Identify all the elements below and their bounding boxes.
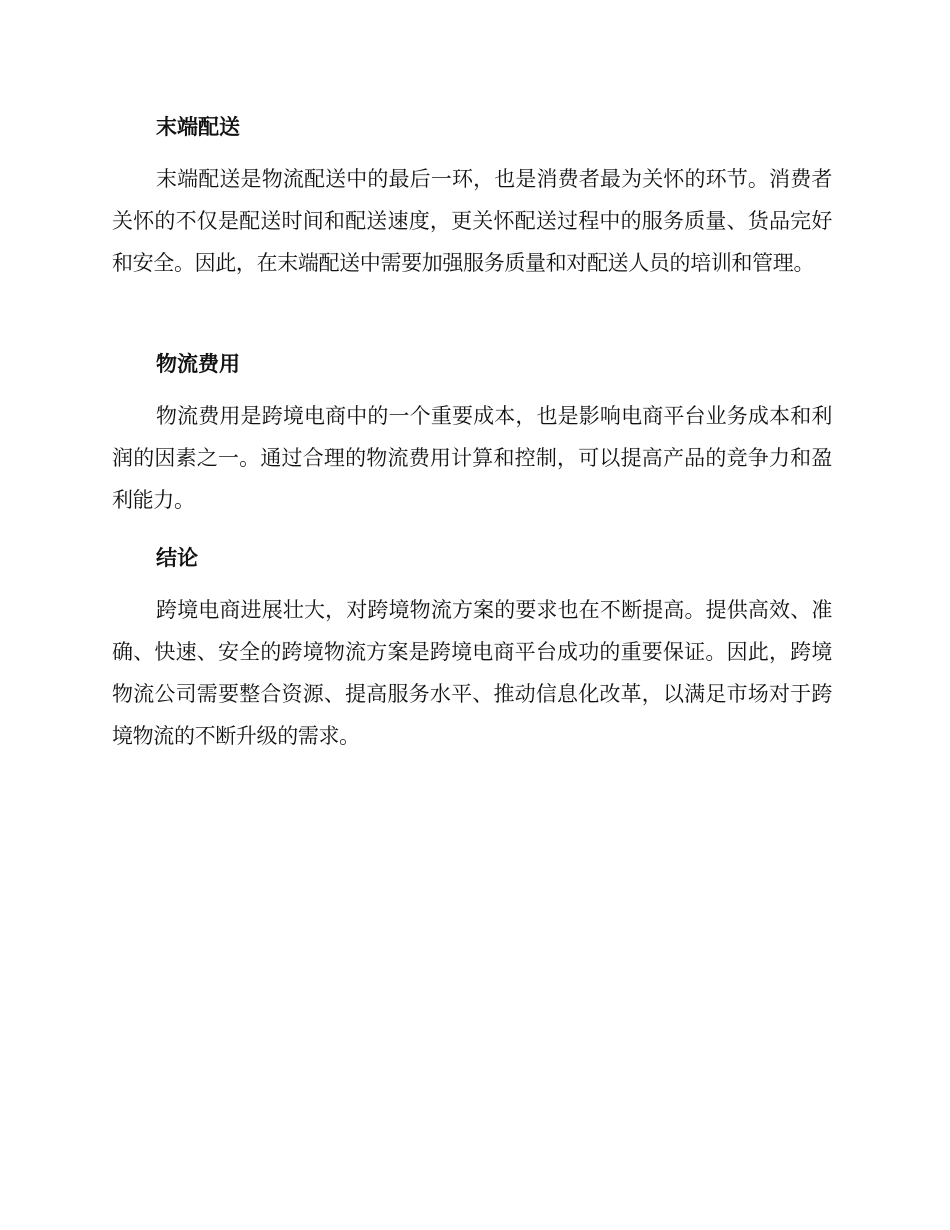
section-paragraph: 末端配送是物流配送中的最后一环，也是消费者最为关怀的环节。消费者关怀的不仅是配送时间和配送速度，更关怀配送过程中的服务质量、货品完好和安全。因此，在末端配送中需要加强服务质量和对配送人员的培训和管理。 [112, 167, 832, 275]
section-heading: 物流费用 [156, 352, 240, 376]
section-heading: 结论 [156, 546, 198, 570]
section-conclusion [112, 543, 832, 757]
section-paragraph: 物流费用是跨境电商中的一个重要成本，也是影响电商平台业务成本和利润的因素之一。通过合理的物流费用计算和控制，可以提高产品的竞争力和盈利能力。 [112, 404, 832, 512]
section-last-mile-delivery [112, 112, 832, 284]
section-paragraph: 跨境电商进展壮大，对跨境物流方案的要求也在不断提高。提供高效、准确、快速、安全的跨境物流方案是跨境电商平台成功的重要保证。因此，跨境物流公司需要整合资源、提高服务水平、推动信息化改革，以满足市场对于跨境物流的不断升级的需求。 [112, 598, 832, 748]
section-logistics-cost [112, 349, 832, 521]
section-heading: 末端配送 [156, 115, 240, 139]
